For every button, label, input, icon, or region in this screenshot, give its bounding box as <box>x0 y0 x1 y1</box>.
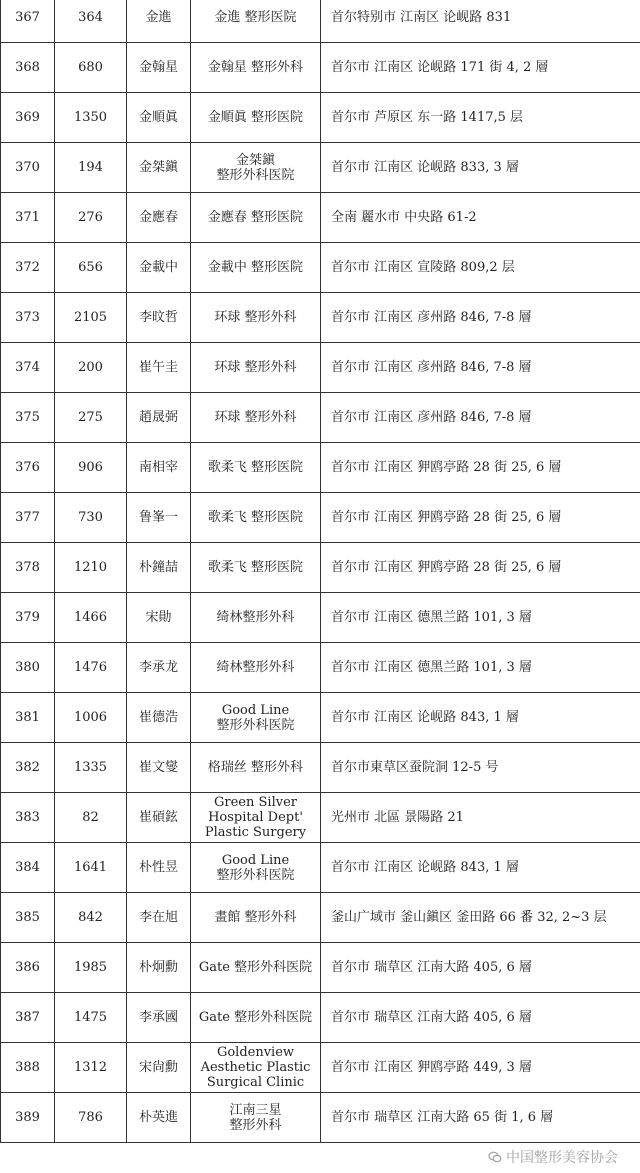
hospital-name-cell <box>191 43 321 93</box>
hospital-name-cell <box>191 93 321 143</box>
address-cell: 首尔市 瑞草区 江南大路 405, 6 層 <box>321 993 640 1043</box>
doctor-name-cell: 崔碩鉉 <box>127 793 191 843</box>
hospital-name-cell <box>191 893 321 943</box>
license-code-cell: 1466 <box>55 593 127 643</box>
address-cell: 首尔市 江南区 论岘路 843, 1 層 <box>321 693 640 743</box>
address-cell: 首尔市 江南区 论岘路 171 街 4, 2 層 <box>321 43 640 93</box>
hospital-name-line: 金進 整形医院 <box>214 10 297 25</box>
address-cell: 首尔市 江南区 论岘路 843, 1 層 <box>321 843 640 893</box>
hospital-name-cell <box>191 443 321 493</box>
row-number-cell: 378 <box>1 543 55 593</box>
hospital-name-line: Gate 整形外科医院 <box>198 960 313 975</box>
doctor-name-cell: 宋尙勳 <box>127 1043 191 1093</box>
license-code-cell: 906 <box>55 443 127 493</box>
table-row <box>1 1093 640 1143</box>
table-row <box>1 143 640 193</box>
row-number-cell: 372 <box>1 243 55 293</box>
doctor-name-cell: 崔午圭 <box>127 343 191 393</box>
table-row <box>1 1043 640 1093</box>
doctor-name-cell: 金翰星 <box>127 43 191 93</box>
doctor-name-cell: 李在旭 <box>127 893 191 943</box>
table-row <box>1 393 640 443</box>
license-code-cell: 730 <box>55 493 127 543</box>
hospital-name-line: Gate 整形外科医院 <box>198 1010 313 1025</box>
address-cell: 首尔市 江南区 宣陵路 809,2 层 <box>321 243 640 293</box>
table-row <box>1 943 640 993</box>
wechat-icon <box>488 1150 502 1164</box>
hospital-name-cell <box>191 243 321 293</box>
hospital-name-cell <box>191 993 321 1043</box>
doctor-name-cell: 宋勛 <box>127 593 191 643</box>
hospital-name-cell <box>191 343 321 393</box>
table-row <box>1 593 640 643</box>
hospital-name-line: 金順眞 整形医院 <box>207 110 304 125</box>
table-row <box>1 743 640 793</box>
table-row <box>1 343 640 393</box>
hospital-name-cell <box>191 393 321 443</box>
row-number-cell: 388 <box>1 1043 55 1093</box>
hospital-name-line: Goldenview <box>216 1045 295 1060</box>
license-code-cell: 1210 <box>55 543 127 593</box>
hospital-name-line: 整形外科 <box>229 1117 282 1133</box>
doctor-name-cell: 朴英進 <box>127 1093 191 1143</box>
row-number-cell: 367 <box>1 0 55 43</box>
hospital-name-line: 绮林整形外科 <box>216 660 295 675</box>
hospital-name-line: 格瑞丝 整形外科 <box>207 760 304 775</box>
row-number-cell: 380 <box>1 643 55 693</box>
hospital-name-line: 环球 整形外科 <box>214 410 297 425</box>
hospital-name-line: Green Silver <box>214 795 297 810</box>
row-number-cell: 368 <box>1 43 55 93</box>
doctor-name-cell: 金應春 <box>127 193 191 243</box>
row-number-cell: 377 <box>1 493 55 543</box>
table-row <box>1 793 640 843</box>
hospital-name-line: 整形外科医院 <box>216 167 295 183</box>
row-number-cell: 387 <box>1 993 55 1043</box>
address-cell: 首尔市 芦原区 东一路 1417,5 层 <box>321 93 640 143</box>
hospital-name-cell <box>191 293 321 343</box>
table-row <box>1 0 640 43</box>
hospital-name-line: 环球 整形外科 <box>214 310 297 325</box>
address-cell: 全南 麗水市 中央路 61-2 <box>321 193 640 243</box>
hospital-name-line: Hospital Dept' <box>208 810 303 825</box>
license-code-cell: 786 <box>55 1093 127 1143</box>
doctor-name-cell: 金載中 <box>127 243 191 293</box>
address-cell: 首尔市 江南区 狎鸥亭路 28 街 25, 6 層 <box>321 543 640 593</box>
license-code-cell: 1335 <box>55 743 127 793</box>
table-row <box>1 643 640 693</box>
hospital-name-line: Aesthetic Plastic <box>200 1060 311 1075</box>
address-cell: 首尔市 江南区 德黑兰路 101, 3 層 <box>321 643 640 693</box>
hospital-name-cell <box>191 143 321 193</box>
table-row <box>1 193 640 243</box>
license-code-cell: 1641 <box>55 843 127 893</box>
row-number-cell: 374 <box>1 343 55 393</box>
hospital-name-line: Surgical Clinic <box>206 1075 305 1090</box>
address-cell: 首尔市 江南区 彦州路 846, 7-8 層 <box>321 343 640 393</box>
hospital-name-line: 金翰星 整形外科 <box>207 60 304 75</box>
doctor-name-cell: 李承國 <box>127 993 191 1043</box>
table-row <box>1 543 640 593</box>
license-code-cell: 194 <box>55 143 127 193</box>
license-code-cell: 275 <box>55 393 127 443</box>
hospital-name-cell <box>191 543 321 593</box>
license-code-cell: 680 <box>55 43 127 93</box>
address-cell: 首尔市 瑞草区 江南大路 405, 6 層 <box>321 943 640 993</box>
hospital-name-cell <box>191 743 321 793</box>
address-cell: 首尔市 江南区 论岘路 833, 3 層 <box>321 143 640 193</box>
license-code-cell: 1006 <box>55 693 127 743</box>
address-cell: 首尔市 江南区 彦州路 846, 7-8 層 <box>321 393 640 443</box>
doctor-name-cell: 崔文燮 <box>127 743 191 793</box>
doctor-name-cell: 李承龙 <box>127 643 191 693</box>
table-row <box>1 893 640 943</box>
address-cell: 首尔市 瑞草区 江南大路 65 街 1, 6 層 <box>321 1093 640 1143</box>
doctor-name-cell: 南相宰 <box>127 443 191 493</box>
doctor-name-cell: 朴性昱 <box>127 843 191 893</box>
address-cell: 首尔市 江南区 德黑兰路 101, 3 層 <box>321 593 640 643</box>
hospital-name-cell <box>191 493 321 543</box>
license-code-cell: 656 <box>55 243 127 293</box>
row-number-cell: 384 <box>1 843 55 893</box>
address-cell: 首尔市東草区蚕院洞 12-5 号 <box>321 743 640 793</box>
row-number-cell: 382 <box>1 743 55 793</box>
hospital-name-line: 环球 整形外科 <box>214 360 297 375</box>
table-row <box>1 693 640 743</box>
hospital-name-line: 歌柔飞 整形医院 <box>207 560 304 575</box>
row-number-cell: 375 <box>1 393 55 443</box>
hospital-name-cell <box>191 1043 321 1093</box>
hospital-name-line: Good Line <box>221 852 290 868</box>
hospital-name-line: 歌柔飞 整形医院 <box>207 460 304 475</box>
table-row <box>1 93 640 143</box>
license-code-cell: 842 <box>55 893 127 943</box>
doctor-name-cell: 李旼哲 <box>127 293 191 343</box>
address-cell: 釜山广域市 釜山鎭区 釜田路 66 番 32, 2~3 层 <box>321 893 640 943</box>
hospital-name-cell <box>191 593 321 643</box>
license-code-cell: 1475 <box>55 993 127 1043</box>
license-code-cell: 1985 <box>55 943 127 993</box>
table-row <box>1 293 640 343</box>
row-number-cell: 379 <box>1 593 55 643</box>
hospital-name-line: 歌柔飞 整形医院 <box>207 510 304 525</box>
hospital-name-line: 金載中 整形医院 <box>207 260 304 275</box>
hospital-name-cell <box>191 1093 321 1143</box>
address-cell: 首尔市 江南区 狎鸥亭路 28 街 25, 6 層 <box>321 493 640 543</box>
hospital-name-line: 金應春 整形医院 <box>207 210 304 225</box>
hospital-name-cell <box>191 643 321 693</box>
doctor-name-cell: 趙晟弼 <box>127 393 191 443</box>
row-number-cell: 383 <box>1 793 55 843</box>
table-row <box>1 443 640 493</box>
hospital-name-cell <box>191 943 321 993</box>
row-number-cell: 369 <box>1 93 55 143</box>
hospital-name-line: 畫館 整形外科 <box>214 910 297 925</box>
hospital-name-cell <box>191 0 321 43</box>
address-cell: 首尔市 江南区 彦州路 846, 7-8 層 <box>321 293 640 343</box>
hospital-name-line: Good Line <box>221 702 290 718</box>
table-row <box>1 843 640 893</box>
hospital-name-cell <box>191 693 321 743</box>
doctor-name-cell: 金進 <box>127 0 191 43</box>
row-number-cell: 373 <box>1 293 55 343</box>
row-number-cell: 389 <box>1 1093 55 1143</box>
license-code-cell: 1312 <box>55 1043 127 1093</box>
hospital-name-line: Plastic Surgery <box>204 825 307 840</box>
address-cell: 首尔市 江南区 狎鸥亭路 28 街 25, 6 層 <box>321 443 640 493</box>
row-number-cell: 371 <box>1 193 55 243</box>
hospital-name-cell <box>191 193 321 243</box>
table-row <box>1 993 640 1043</box>
hospital-name-cell <box>191 843 321 893</box>
license-code-cell: 1350 <box>55 93 127 143</box>
doctor-name-cell: 金桀鎭 <box>127 143 191 193</box>
row-number-cell: 376 <box>1 443 55 493</box>
watermark-text: 中国整形美容协会 <box>506 1150 618 1166</box>
table-row <box>1 493 640 543</box>
doctor-name-cell: 金順眞 <box>127 93 191 143</box>
hospital-name-line: 江南三星 <box>229 1102 282 1118</box>
hospital-name-line: 金桀鎭 <box>235 152 275 168</box>
license-code-cell: 82 <box>55 793 127 843</box>
row-number-cell: 385 <box>1 893 55 943</box>
doctor-name-cell: 鲁峯一 <box>127 493 191 543</box>
doctor-name-cell: 崔德浩 <box>127 693 191 743</box>
table-row <box>1 43 640 93</box>
watermark <box>484 1145 622 1169</box>
hospital-name-line: 整形外科医院 <box>216 867 295 883</box>
table-row <box>1 243 640 293</box>
license-code-cell: 2105 <box>55 293 127 343</box>
hospital-name-line: 绮林整形外科 <box>216 610 295 625</box>
doctor-name-cell: 朴炯勳 <box>127 943 191 993</box>
table-body <box>1 0 640 1143</box>
address-cell: 首尔市 江南区 狎鸥亭路 449, 3 層 <box>321 1043 640 1093</box>
hospital-name-line: 整形外科医院 <box>216 717 295 733</box>
license-code-cell: 1476 <box>55 643 127 693</box>
license-code-cell: 276 <box>55 193 127 243</box>
hospital-name-cell <box>191 793 321 843</box>
address-cell: 光州市 北區 景陽路 21 <box>321 793 640 843</box>
row-number-cell: 370 <box>1 143 55 193</box>
row-number-cell: 381 <box>1 693 55 743</box>
row-number-cell: 386 <box>1 943 55 993</box>
address-cell: 首尔特别市 江南区 论岘路 831 <box>321 0 640 43</box>
license-code-cell: 200 <box>55 343 127 393</box>
doctor-name-cell: 朴鐘喆 <box>127 543 191 593</box>
license-code-cell: 364 <box>55 0 127 43</box>
